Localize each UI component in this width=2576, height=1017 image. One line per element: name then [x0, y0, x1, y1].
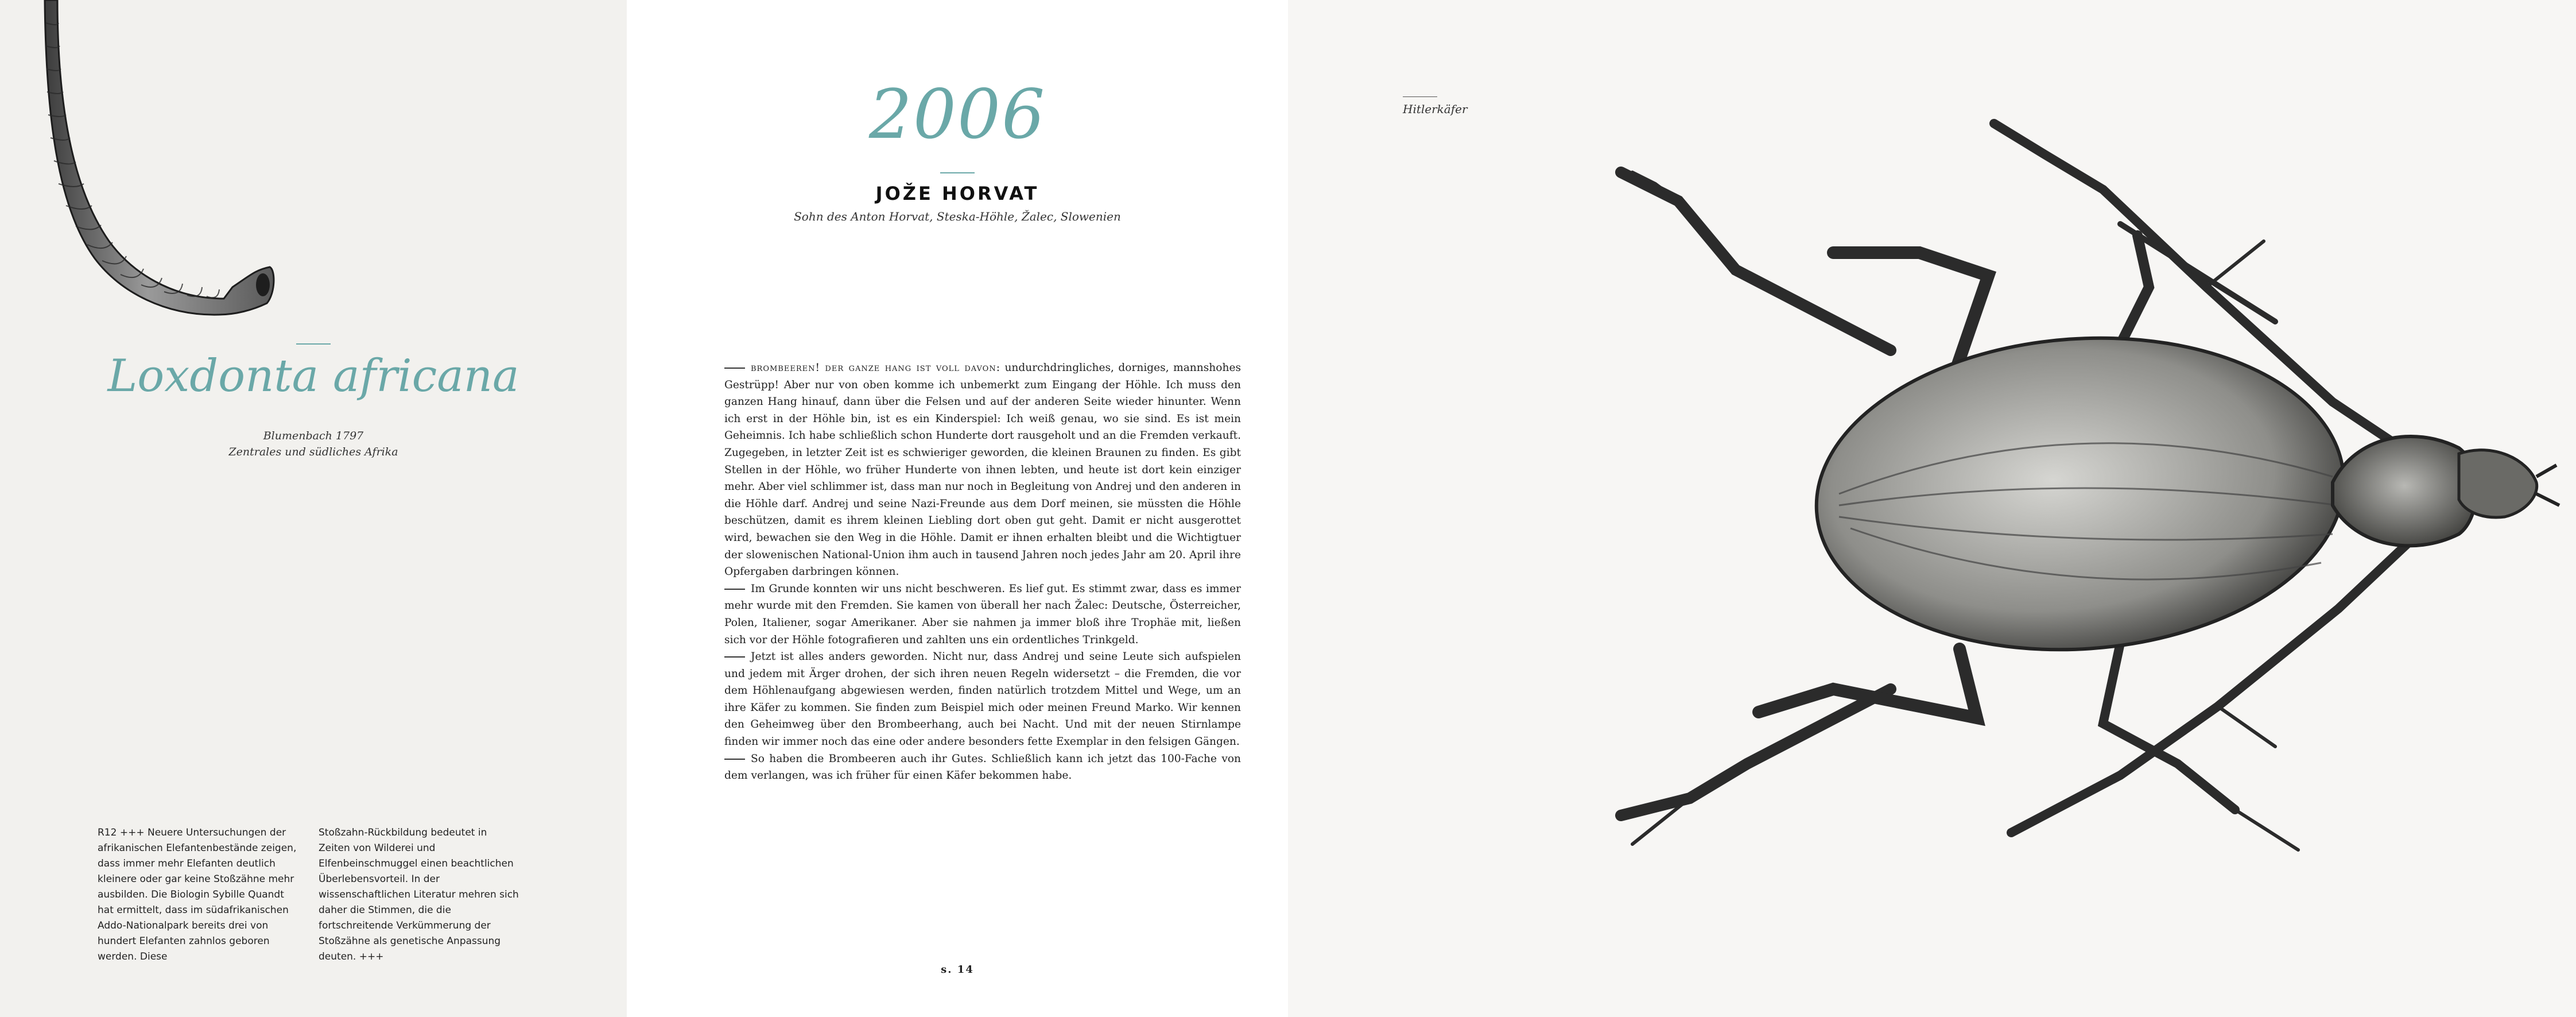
- year-heading: 2006: [868, 75, 1046, 154]
- story-paragraph: brombeeren! der ganze hang ist voll davon: undurchdringliches, dorniges, mannshohes Gestrüpp! Aber nur von oben komme ich unbemerkt zum Eingang der Höhle. Ich muss den ganzen Hang hinauf, dann über die Felsen und auf der anderen Seite wieder hinunter. Wenn ich erst in der Höhle bin, ist es ein Kinderspiel: Ich weiß genau, wo sie sind. Es ist mein Geheimnis. Ich habe schließlich schon Hunderte dort rausgeholt und an die Fremden verkauft. Zugegeben, in letzter Zeit ist es schwieriger geworden, die kleinen Braunen zu finden. Es gibt Stellen in der Höhle, wo früher Hunderte von ihnen lebten, und heute ist dort kein einziger mehr. Aber viel schlimmer ist, dass man nur noch in Begleitung von Andrej und den anderen in die Höhle darf. Andrej und seine Nazi-Freunde aus dem Dorf meinen, sie müssten die Höhle beschützen, damit es ihrem kleinen Liebling dort oben gut geht. Damit er nicht ausgerottet wird, bewachen sie den Weg in die Höhle. Damit er ihnen erhalten bleibt und die Wichtigtuer der slowenischen National-Union ihm auch in tausend Jahren noch jedes Jahr am 20. April ihre Opfergaben darbringen können.: [724, 362, 1241, 578]
- story-text: [724, 359, 1241, 784]
- sidebar-note-column-1: R12 +++ Neuere Untersuchungen der afrikanischen Elefantenbestände zeigen, dass immer mehr Elefanten deutlich kleinere oder gar keine Stoßzähne mehr ausbilden. Die Biologin Sybille Quandt hat ermittelt, dass im südafrikanischen Addo-Nationalpark bereits drei von hundert Elefanten zahnlos geboren werden. Diese: [98, 827, 297, 962]
- illustration-caption: Hitlerkäfer: [1403, 102, 1468, 116]
- middle-page: [627, 0, 1288, 1017]
- person-name: JOŽE HORVAT: [875, 183, 1039, 204]
- page-number: s. 14: [941, 964, 974, 976]
- left-page: [0, 0, 627, 1017]
- sidebar-note-column-2: Stoßzahn-Rückbildung bedeutet in Zeiten von Wilderei und Elfenbeinschmuggel einen beachtlichen Überlebensvorteil. In der wissenschaftlichen Literatur mehren sich daher die Stimmen, die die fortschreitende Verkümmerung der Stoßzähne als genetische Anpassung deuten. +++: [319, 827, 519, 962]
- person-subtitle: Sohn des Anton Horvat, Steska-Höhle, Žalec, Slowenien: [794, 210, 1121, 223]
- story-paragraph: So haben die Brombeeren auch ihr Gutes. Schließlich kann ich jetzt das 100-Fache von dem verlangen, was ich früher für einen Käfer bekommen habe.: [724, 752, 1241, 782]
- species-region: Zentrales und südliches Afrika: [228, 446, 398, 458]
- beetle-illustration: [1288, 0, 2576, 1017]
- species-authority: Blumenbach 1797: [263, 430, 364, 442]
- story-paragraph: Jetzt ist alles anders geworden. Nicht nur, dass Andrej und seine Leute sich aufspielen und jedem mit Ärger drohen, der sich ihren neuen Regeln widersetzt – die Fremden, die vor dem Höhlenaufgang abgewiesen werden, finden natürlich trotzdem Mittel und Wege, um an ihre Käfer zu kommen. Sie finden zum Beispiel mich oder meinen Freund Marko. Wir kennen den Geheimweg über den Brombeerhang, auch bei Nacht. Und mit der neuen Stirnlampe finden wir immer noch das eine oder andere besonders fette Exemplar in den felsigen Gängen.: [724, 651, 1241, 748]
- story-paragraph: Im Grunde konnten wir uns nicht beschweren. Es lief gut. Es stimmt zwar, dass es immer mehr wurde mit den Fremden. Sie kamen von überall her nach Žalec: Deutsche, Österreicher, Polen, Italiener, sogar Amerikaner. Aber sie nahmen ja immer bloß ihre Trophäe mit, ließen sich vor der Höhle fotografieren und zahlten uns ein ordentliches Trinkgeld.: [724, 582, 1241, 646]
- species-title: Loxdonta africana: [107, 350, 519, 402]
- story-lead-in: brombeeren! der ganze hang ist voll davon:: [751, 362, 1000, 374]
- elephant-trunk-illustration: [34, 0, 287, 322]
- title-divider: [296, 343, 331, 345]
- name-divider: [940, 172, 975, 173]
